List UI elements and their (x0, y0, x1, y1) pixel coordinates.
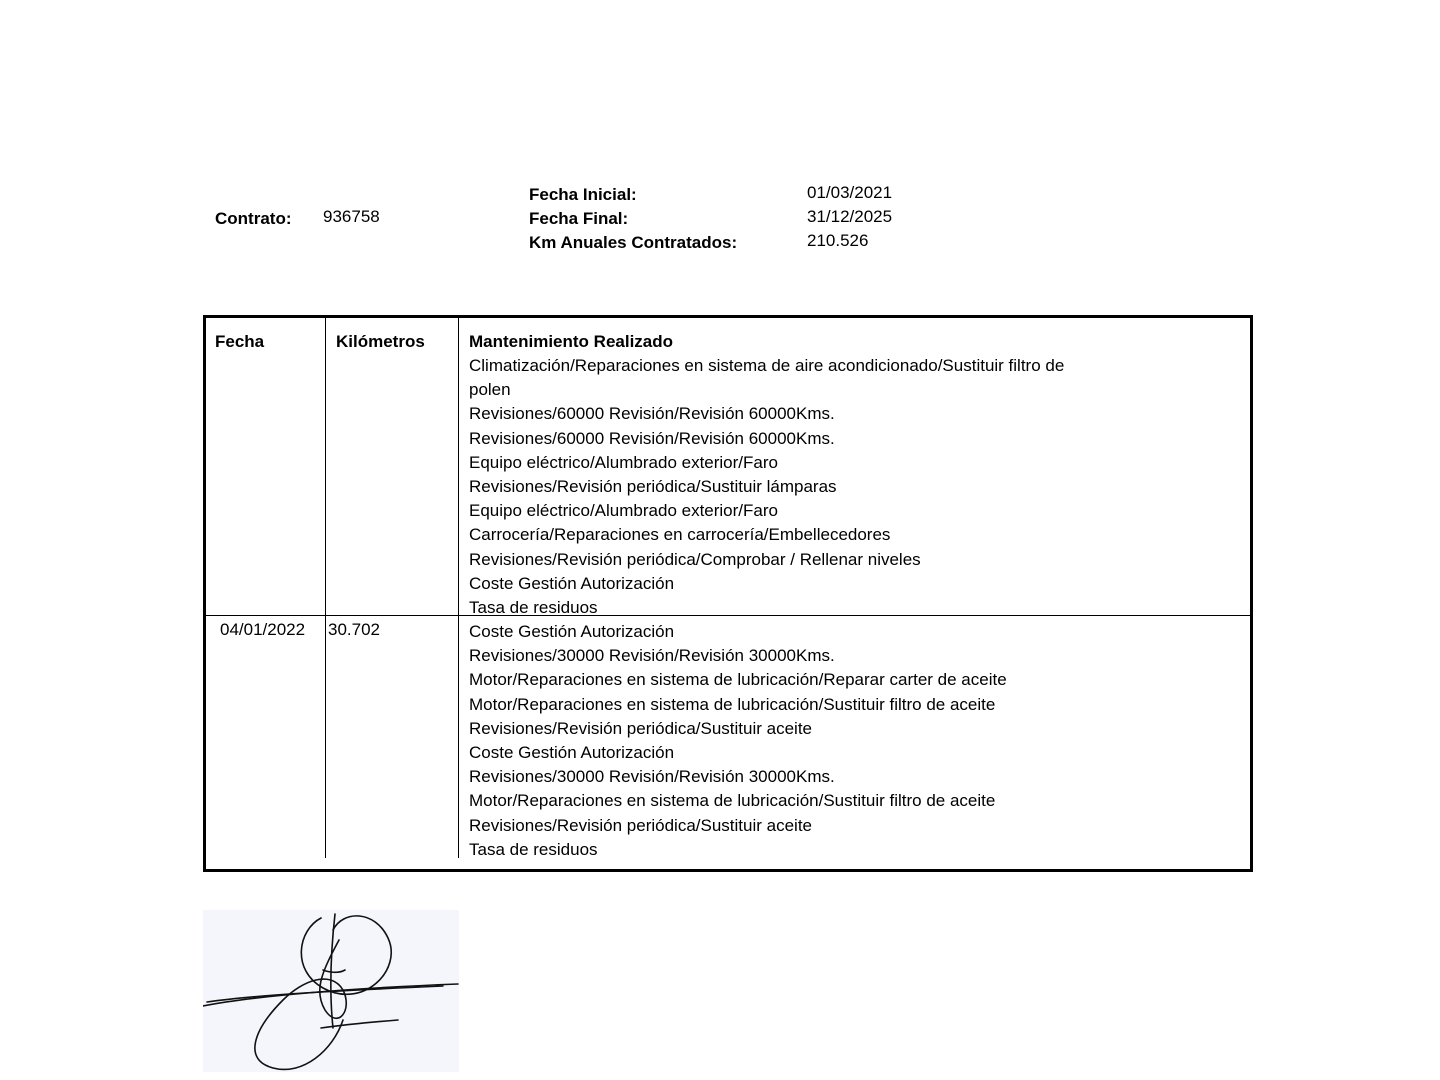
maintenance-item: Equipo eléctrico/Alumbrado exterior/Faro (469, 452, 778, 472)
maintenance-item: Tasa de residuos (469, 839, 598, 859)
maintenance-item: Climatización/Reparaciones en sistema de aire acondicionado/Sustituir filtro de (469, 356, 1065, 375)
maintenance-item: Tasa de residuos (469, 598, 598, 618)
column-divider (325, 318, 326, 858)
maintenance-table (203, 315, 1253, 872)
maintenance-items-row-2 (469, 620, 1007, 862)
column-header-kilometros: Kilómetros (336, 332, 425, 351)
column-divider (458, 318, 459, 858)
signature-strokes (203, 910, 459, 1072)
maintenance-item: Coste Gestión Autorización (469, 622, 675, 641)
maintenance-item: polen (469, 380, 511, 400)
contrato-value: 936758 (323, 207, 380, 226)
row-kilometros: 30.702 (328, 620, 380, 639)
column-header-fecha: Fecha (215, 332, 265, 351)
maintenance-item: Revisiones/Revisión periódica/Sustituir aceite (469, 718, 812, 738)
contrato-label: Contrato: (215, 209, 292, 228)
maintenance-item: Revisiones/Revisión periódica/Sustituir aceite (469, 815, 812, 835)
maintenance-item: Coste Gestión Autorización (469, 573, 675, 593)
km-anuales-value: 210.526 (807, 231, 869, 250)
maintenance-item: Motor/Reparaciones en sistema de lubricación/Sustituir filtro de aceite (469, 791, 996, 811)
fecha-inicial-value: 01/03/2021 (807, 183, 893, 202)
maintenance-items-row-1 (469, 354, 1064, 620)
maintenance-item: Revisiones/60000 Revisión/Revisión 60000Kms. (469, 404, 835, 424)
fecha-final-value: 31/12/2025 (807, 207, 893, 226)
fecha-final-label: Fecha Final: (529, 209, 629, 228)
maintenance-item: Equipo eléctrico/Alumbrado exterior/Faro (469, 501, 778, 521)
maintenance-item: Revisiones/30000 Revisión/Revisión 30000Kms. (469, 646, 835, 666)
maintenance-item: Coste Gestión Autorización (469, 743, 675, 763)
column-header-mantenimiento: Mantenimiento Realizado (469, 332, 674, 351)
maintenance-item: Motor/Reparaciones en sistema de lubricación/Reparar carter de aceite (469, 670, 1007, 690)
maintenance-item: Revisiones/Revisión periódica/Comprobar / Rellenar niveles (469, 549, 921, 569)
maintenance-item: Carrocería/Reparaciones en carrocería/Embellecedores (469, 525, 891, 545)
km-anuales-label: Km Anuales Contratados: (529, 233, 738, 252)
maintenance-item: Revisiones/30000 Revisión/Revisión 30000Kms. (469, 767, 835, 787)
maintenance-item: Motor/Reparaciones en sistema de lubricación/Sustituir filtro de aceite (469, 694, 996, 714)
maintenance-item: Revisiones/Revisión periódica/Sustituir lámparas (469, 477, 837, 497)
row-fecha: 04/01/2022 (220, 620, 306, 639)
signature-image (203, 910, 459, 1072)
fecha-inicial-label: Fecha Inicial: (529, 185, 637, 204)
maintenance-item: Revisiones/60000 Revisión/Revisión 60000Kms. (469, 428, 835, 448)
